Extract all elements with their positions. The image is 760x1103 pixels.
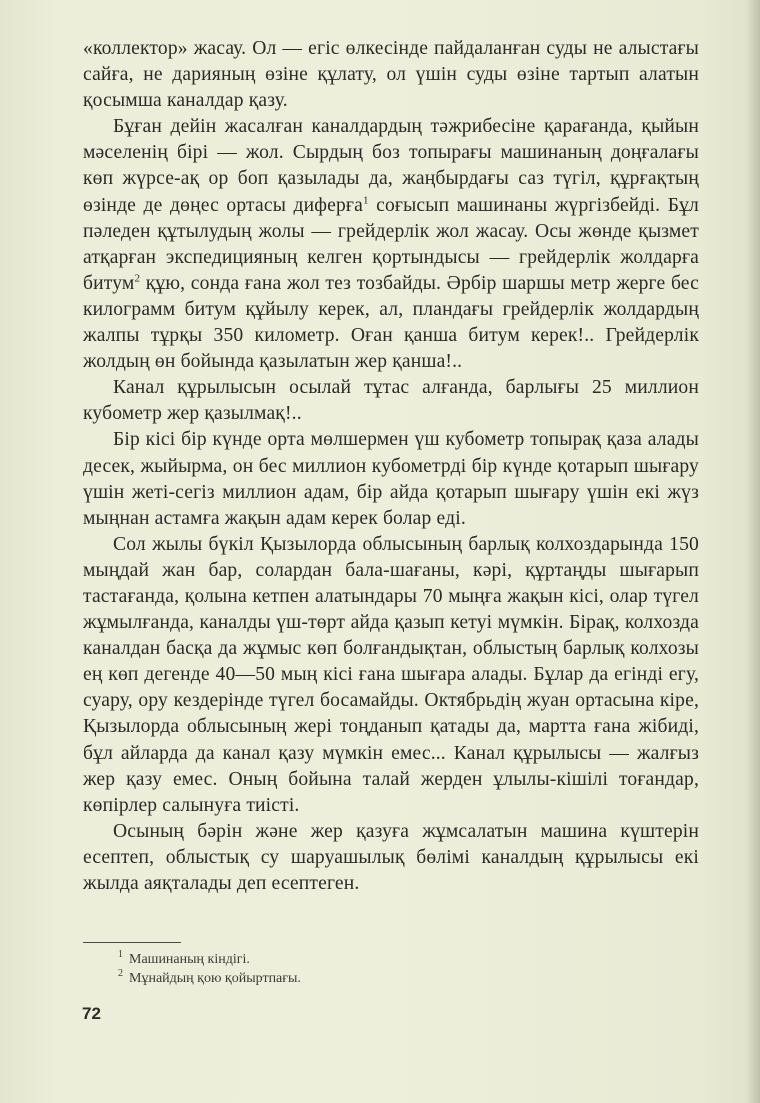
paragraph-conclusion xyxy=(83,819,699,897)
footnote-ref-2[interactable]: 2 xyxy=(134,272,141,285)
footnote-text: Машинаның кіндігі. xyxy=(129,952,250,967)
paragraph-text: Канал құрылысын осылай тұтас алғанда, барлығы 25 миллион кубометр жер қазылмақ!.. xyxy=(83,377,699,425)
footnote-mark: 2 xyxy=(118,968,123,980)
page-number: 72 xyxy=(82,1004,101,1023)
footnote-text: Мұнайдың қою қойыртпағы. xyxy=(129,971,301,986)
paragraph-earthwork xyxy=(83,375,699,427)
paragraph-labor xyxy=(83,427,699,531)
body-text xyxy=(83,36,699,897)
paragraph-text: Бір кісі бір күнде орта мөлшермен үш кубометр топырақ қаза алады десек, жыйырма, он бес миллион кубометрді бір күнде қотарып шығару үшін жеті-сегіз миллион адам, бір айда қотарып шығару үшін екі жүз мыңнан астамға жақын адам керек болар еді. xyxy=(83,429,699,529)
paragraph-text: соғысып машинаны жүргізбейді. Бұл пәледен құтылудың жолы — грейдерлік жол жасау. Осы жөнде қызмет атқарған экспедицияның келген қортындысы — грейдерлік жолдарға битум xyxy=(83,194,699,294)
page-edge-shadow xyxy=(746,0,760,1103)
paragraph-collector xyxy=(83,36,699,114)
footnote-divider xyxy=(83,942,181,943)
footnote-mark: 1 xyxy=(118,949,123,961)
footnote-1 xyxy=(118,950,678,969)
footnote-2 xyxy=(118,969,678,988)
footnotes xyxy=(118,950,678,988)
paragraph-roads xyxy=(83,114,699,375)
paragraph-text: құю, сонда ғана жол тез тозбайды. Әрбір шаршы метр жерге бес килограмм битум құйылу керек, ал, пландағы грейдерлік жолдардың жалпы тұрқы 350 километр. Оған қанша битум керек!.. Грейдерлік жолдың өн бойында қазылатын жер қанша!.. xyxy=(83,272,699,373)
paragraph-text: Сол жылы бүкіл Қызылорда облысының барлық колхоздарында 150 мыңдай жан бар, солардан бала-шағаны, кәрі, құртаңды шығарып тастағанда, қолына кетпен алатындары 70 мыңға жақын кісі, олар түгел жұмылғанда, каналды үш-төрт айда қазып кетуі мүмкін. Бірақ, колхозда каналдан басқа да жұмыс көп болғандықтан, облыстың барлық колхозы ең көп дегенде 40—50 мың кісі ғана шығара алады. Бұлар да егінді егу, суару, ору кездерінде түгел босамайды. Октябрьдің жуан ортасына кіре, Қызылорда облысының жері тоңданып қатады да, мартта ғана жібиді, бұл айларда да канал қазу мүмкін емес... Канал құрылысы — жалғыз жер қазу емес. Оның бойына талай жерден ұлылы-кішілі тоғандар, көпірлер салынуға тиісті. xyxy=(83,533,699,816)
footnote-ref-1[interactable]: 1 xyxy=(362,194,369,207)
paragraph-kolkhoz xyxy=(83,532,699,819)
paragraph-text: «коллектор» жасау. Ол — егіс өлкесінде пайдаланған суды не алыстағы сайға, не дарияның өзіне құлату, ол үшін суды өзіне тартып алатын қосымша каналдар қазу. xyxy=(83,38,699,112)
paragraph-text: Осының бәрін және жер қазуға жұмсалатын машина күштерін есептеп, облыстық су шаруашылық бөлімі каналдың құрылысы екі жылда аяқталады деп есептеген. xyxy=(83,820,699,894)
paragraph-text: Бұған дейін жасалған каналдардың тәжрибесіне қарағанда, қыйын мәселенің бірі — жол. Сырдың боз топырағы машинаның доңғалағы көп жүрсе-ақ ор боп қазылады да, жаңбырдағы саз түгіл, құрғақтың өзінде де дөңес ортасы диферға xyxy=(83,116,699,216)
